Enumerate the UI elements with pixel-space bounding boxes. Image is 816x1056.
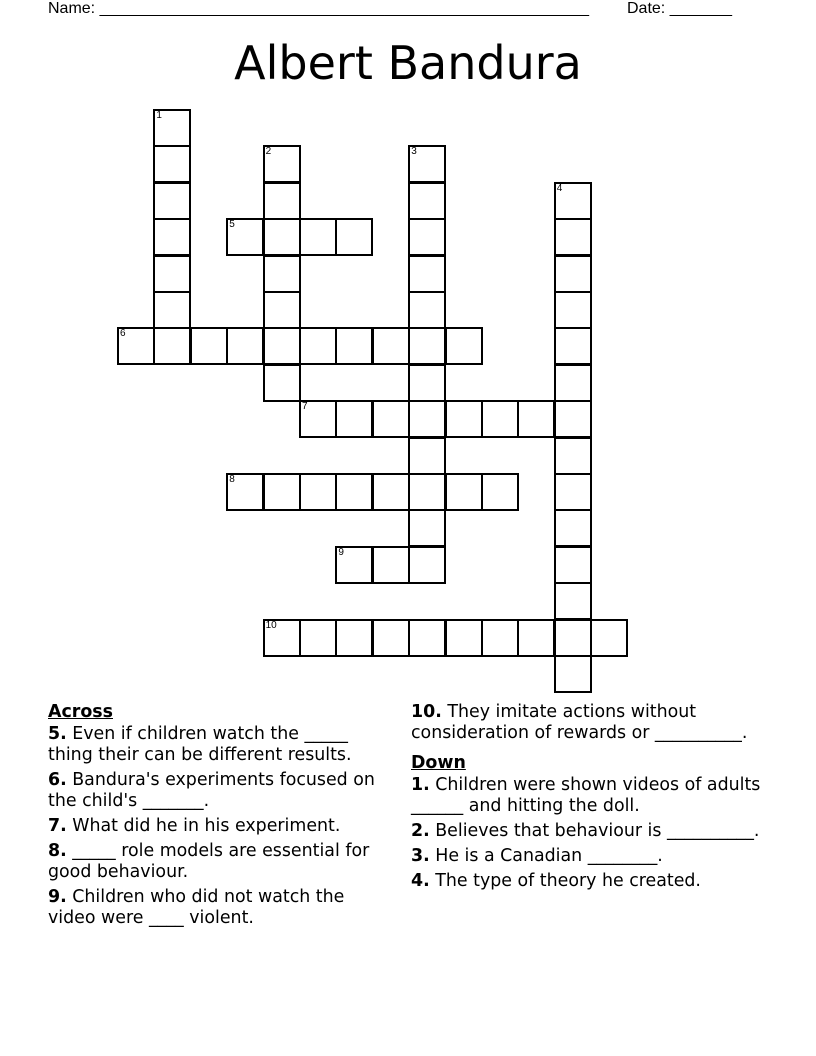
crossword-cell[interactable] — [372, 473, 410, 511]
crossword-cell[interactable] — [153, 327, 191, 365]
clue-number: 5. — [48, 724, 67, 744]
crossword-cell[interactable] — [554, 218, 592, 256]
crossword-cell[interactable] — [445, 473, 483, 511]
crossword-cell[interactable] — [554, 437, 592, 475]
crossword-cell[interactable] — [554, 400, 592, 438]
crossword-cell[interactable] — [153, 218, 191, 256]
crossword-cell[interactable] — [299, 619, 337, 657]
cell-number: 6 — [120, 328, 126, 340]
crossword-cell[interactable] — [554, 182, 592, 220]
crossword-cell[interactable] — [299, 400, 337, 438]
crossword-cell[interactable] — [226, 218, 264, 256]
clue-text: What did he in his experiment. — [72, 816, 341, 836]
crossword-cell[interactable] — [263, 619, 301, 657]
clue-number: 9. — [48, 887, 67, 907]
crossword-cell[interactable] — [263, 291, 301, 329]
crossword-cell[interactable] — [226, 327, 264, 365]
crossword-cell[interactable] — [335, 546, 373, 584]
crossword-cell[interactable] — [408, 291, 446, 329]
crossword-cell[interactable] — [517, 619, 555, 657]
crossword-cell[interactable] — [554, 327, 592, 365]
cell-number: 3 — [411, 146, 417, 158]
crossword-cell[interactable] — [408, 145, 446, 183]
clue-number: 3. — [411, 846, 430, 866]
crossword-cell[interactable] — [299, 218, 337, 256]
crossword-cell[interactable] — [408, 546, 446, 584]
clue — [411, 821, 771, 842]
down-clue-list — [411, 775, 771, 892]
cell-number: 9 — [338, 546, 344, 558]
crossword-cell[interactable] — [408, 218, 446, 256]
name-field-line: Name: _______________________________________________________ — [48, 0, 589, 17]
clue-text: He is a Canadian ________. — [435, 846, 663, 866]
crossword-cell[interactable] — [408, 255, 446, 293]
down-heading: Down — [411, 753, 466, 773]
crossword-cell[interactable] — [445, 619, 483, 657]
crossword-cell[interactable] — [263, 255, 301, 293]
crossword-cell[interactable] — [263, 364, 301, 402]
crossword-cell[interactable] — [226, 473, 264, 511]
puzzle-title: Albert Bandura — [234, 36, 582, 90]
clue-text: Even if children watch the _____ thing their can be different results. — [48, 724, 352, 765]
crossword-cell[interactable] — [517, 400, 555, 438]
clue — [48, 770, 388, 812]
clue — [48, 841, 388, 883]
crossword-cell[interactable] — [372, 400, 410, 438]
crossword-cell[interactable] — [554, 619, 592, 657]
clue-text: _____ role models are essential for good behaviour. — [48, 841, 370, 882]
crossword-cell[interactable] — [153, 109, 191, 147]
crossword-cell[interactable] — [481, 619, 519, 657]
crossword-cell[interactable] — [445, 327, 483, 365]
crossword-cell[interactable] — [335, 619, 373, 657]
crossword-cell[interactable] — [153, 145, 191, 183]
crossword-cell[interactable] — [372, 327, 410, 365]
cell-number: 8 — [229, 474, 235, 485]
clue — [411, 702, 771, 744]
clues-column-right — [411, 702, 771, 896]
clue-number: 1. — [411, 775, 430, 795]
clue-number: 4. — [411, 871, 430, 891]
crossword-cell[interactable] — [263, 327, 301, 365]
crossword-cell[interactable] — [554, 291, 592, 329]
crossword-cell[interactable] — [372, 619, 410, 657]
across-heading: Across — [48, 702, 113, 722]
crossword-cell[interactable] — [554, 473, 592, 511]
crossword-cell[interactable] — [554, 255, 592, 293]
crossword-cell[interactable] — [554, 546, 592, 584]
cell-number: 7 — [302, 401, 308, 413]
clue-number: 6. — [48, 770, 67, 790]
crossword-cell[interactable] — [153, 182, 191, 220]
crossword-cell[interactable] — [335, 218, 373, 256]
crossword-cell[interactable] — [263, 182, 301, 220]
crossword-cell[interactable] — [263, 218, 301, 256]
cell-number: 4 — [556, 182, 563, 194]
crossword-cell[interactable] — [408, 437, 446, 475]
crossword-cell[interactable] — [372, 546, 410, 584]
crossword-cell[interactable] — [153, 291, 191, 329]
crossword-cell[interactable] — [299, 473, 337, 511]
crossword-cell[interactable] — [408, 619, 446, 657]
crossword-cell[interactable] — [408, 473, 446, 511]
crossword-cell[interactable] — [153, 255, 191, 293]
crossword-cell[interactable] — [554, 509, 592, 547]
crossword-cell[interactable] — [481, 473, 519, 511]
clue-number: 8. — [48, 841, 67, 861]
clue — [48, 816, 388, 837]
crossword-cell[interactable] — [263, 473, 301, 511]
clue — [411, 871, 771, 892]
crossword-cell[interactable] — [408, 364, 446, 402]
crossword-cell[interactable] — [299, 327, 337, 365]
cell-number: 1 — [156, 110, 162, 121]
crossword-cell[interactable] — [408, 400, 446, 438]
clue-text: Children who did not watch the video were ____ violent. — [48, 887, 345, 928]
clue-text: Bandura's experiments focused on the child's _______. — [48, 770, 375, 811]
clue-text: Children were shown videos of adults ______ and hitting the doll. — [411, 775, 761, 816]
clue-text: The type of theory he created. — [435, 871, 701, 891]
crossword-cell[interactable] — [117, 327, 155, 365]
crossword-cell[interactable] — [335, 473, 373, 511]
clue-text: Believes that behaviour is __________. — [435, 821, 760, 841]
cell-number: 5 — [229, 219, 235, 231]
clue-number: 7. — [48, 816, 67, 836]
clue — [48, 724, 388, 766]
crossword-cell[interactable] — [335, 327, 373, 365]
crossword-cell[interactable] — [263, 145, 301, 183]
date-field-line: Date: _______ — [627, 0, 732, 17]
crossword-cell[interactable] — [408, 509, 446, 547]
crossword-cell[interactable] — [335, 400, 373, 438]
crossword-cell[interactable] — [554, 582, 592, 620]
crossword-cell[interactable] — [445, 400, 483, 438]
crossword-cell[interactable] — [481, 400, 519, 438]
clue — [411, 775, 771, 817]
clue — [48, 887, 388, 929]
clue-number: 2. — [411, 821, 430, 841]
clue — [411, 846, 771, 867]
crossword-cell[interactable] — [554, 655, 592, 693]
crossword-cell[interactable] — [408, 327, 446, 365]
clue-number: 10. — [411, 702, 442, 722]
crossword-cell[interactable] — [590, 619, 628, 657]
across-clue-list-continued — [411, 702, 771, 744]
cell-number: 10 — [265, 619, 277, 631]
clues-column-left — [48, 702, 388, 933]
across-clue-list — [48, 724, 388, 929]
cell-number: 2 — [265, 146, 272, 158]
crossword-cell[interactable] — [554, 364, 592, 402]
clue-text: They imitate actions without consideration of rewards or __________. — [411, 702, 748, 743]
crossword-cell[interactable] — [408, 182, 446, 220]
crossword-cell[interactable] — [190, 327, 228, 365]
